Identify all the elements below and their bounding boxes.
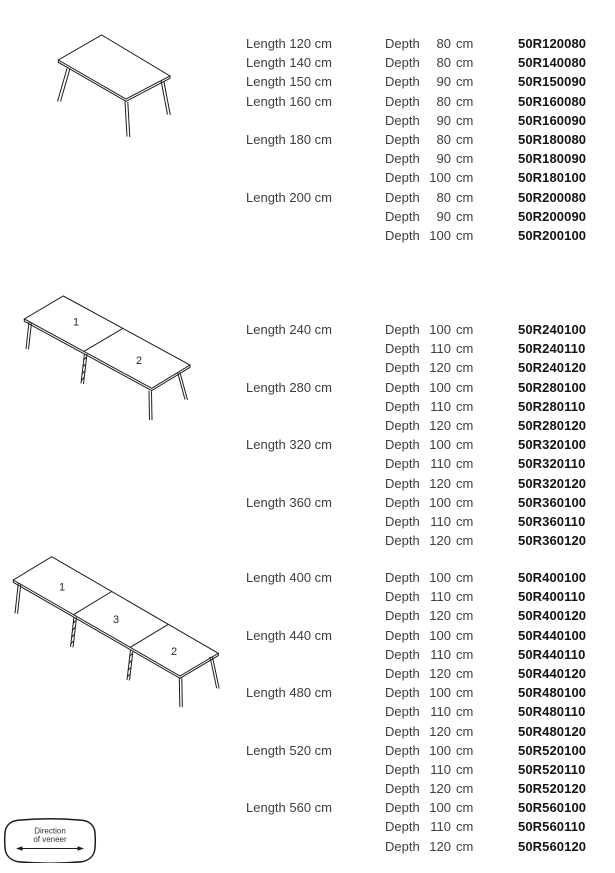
depth-unit: cm	[456, 189, 474, 205]
length-cell: Length 240 cm	[246, 322, 333, 337]
depth-unit: cm	[456, 646, 474, 662]
product-code: 50R180100	[518, 170, 587, 186]
depth-value: 100	[429, 437, 451, 453]
product-code: 50R200100	[518, 227, 587, 243]
depth-value: 80	[436, 36, 451, 51]
spec-row	[246, 397, 586, 416]
depth-unit: cm	[456, 723, 474, 739]
product-code: 50R240120	[518, 360, 587, 376]
depth-unit: cm	[456, 417, 474, 433]
depth-unit: cm	[456, 360, 474, 376]
depth-cell	[385, 34, 518, 53]
spec-row	[246, 779, 586, 798]
depth-label: Depth	[385, 189, 420, 205]
spec-row	[246, 130, 586, 149]
product-code: 50R480100	[518, 685, 587, 701]
segment-label-1: 1	[58, 581, 66, 594]
depth-cell	[385, 207, 518, 226]
depth-unit: cm	[456, 55, 474, 71]
product-code: 50R200090	[518, 208, 587, 224]
depth-unit: cm	[456, 838, 474, 854]
depth-unit: cm	[456, 341, 474, 357]
depth-label: Depth	[385, 55, 420, 71]
product-code: 50R480120	[518, 723, 587, 739]
product-code: 50R440110	[518, 646, 586, 662]
product-code: 50R280120	[518, 417, 587, 433]
length-cell: Length 140 cm	[246, 55, 333, 71]
depth-value: 100	[429, 627, 451, 643]
depth-label: Depth	[385, 685, 420, 701]
depth-value: 80	[436, 189, 451, 205]
depth-unit: cm	[456, 170, 474, 186]
depth-value: 110	[430, 589, 451, 605]
depth-label: Depth	[385, 627, 420, 643]
spec-row	[246, 339, 586, 358]
spec-row	[246, 92, 586, 111]
spec-row	[246, 587, 586, 606]
product-code: 50R400120	[518, 608, 587, 624]
spec-row	[246, 606, 586, 625]
depth-unit: cm	[456, 456, 474, 472]
depth-label: Depth	[385, 360, 420, 376]
depth-unit: cm	[456, 781, 474, 797]
depth-unit: cm	[456, 665, 474, 681]
product-code: 50R120080	[518, 36, 587, 51]
table-drawing-2-piece	[18, 292, 198, 427]
depth-cell	[385, 378, 518, 397]
depth-cell	[385, 397, 518, 416]
depth-value: 90	[436, 208, 451, 224]
length-cell: Length 360 cm	[246, 494, 333, 510]
spec-row	[246, 512, 586, 531]
depth-cell	[385, 664, 518, 683]
depth-unit: cm	[456, 494, 474, 510]
depth-label: Depth	[385, 417, 420, 433]
spec-row	[246, 168, 586, 187]
product-code: 50R180090	[518, 151, 587, 167]
spec-row	[246, 683, 586, 702]
spec-row	[246, 188, 586, 207]
product-code: 50R400100	[518, 570, 587, 585]
product-code: 50R180080	[518, 131, 587, 147]
depth-value: 120	[429, 533, 451, 549]
length-cell: Length 280 cm	[246, 379, 333, 395]
depth-label: Depth	[385, 456, 420, 472]
spec-row	[246, 702, 586, 721]
spec-row	[246, 435, 586, 454]
depth-label: Depth	[385, 838, 420, 854]
depth-label: Depth	[385, 227, 420, 243]
depth-cell	[385, 454, 518, 473]
length-cell: Length 180 cm	[246, 131, 333, 147]
depth-value: 110	[430, 398, 451, 414]
spec-row	[246, 760, 586, 779]
depth-value: 110	[430, 761, 451, 777]
product-code: 50R560110	[518, 819, 586, 835]
depth-cell	[385, 72, 518, 91]
product-code: 50R280110	[518, 398, 586, 414]
depth-unit: cm	[456, 533, 474, 549]
depth-unit: cm	[456, 74, 474, 90]
product-code: 50R150090	[518, 74, 587, 90]
spec-row	[246, 837, 586, 856]
product-code: 50R320120	[518, 475, 587, 491]
product-code: 50R360110	[518, 513, 586, 529]
depth-cell	[385, 416, 518, 435]
spec-row	[246, 626, 586, 645]
depth-label: Depth	[385, 341, 420, 357]
depth-unit: cm	[456, 819, 474, 835]
depth-value: 120	[429, 608, 451, 624]
depth-cell	[385, 188, 518, 207]
depth-unit: cm	[456, 398, 474, 414]
veneer-direction-badge	[3, 818, 97, 868]
depth-cell	[385, 149, 518, 168]
spec-row	[246, 454, 586, 473]
depth-cell	[385, 339, 518, 358]
depth-cell	[385, 531, 518, 550]
spec-row	[246, 226, 586, 245]
depth-label: Depth	[385, 475, 420, 491]
depth-cell	[385, 474, 518, 493]
length-cell: Length 200 cm	[246, 189, 333, 205]
depth-unit: cm	[456, 761, 474, 777]
depth-label: Depth	[385, 398, 420, 414]
segment-label-3: 3	[112, 614, 120, 626]
product-code: 50R360100	[518, 494, 587, 510]
product-code: 50R320110	[518, 456, 586, 472]
depth-label: Depth	[385, 589, 420, 605]
spec-row	[246, 320, 586, 339]
depth-value: 110	[430, 341, 451, 357]
length-cell: Length 120 cm	[246, 36, 333, 51]
depth-cell	[385, 130, 518, 149]
depth-value: 100	[429, 170, 451, 186]
segment-label-2: 2	[135, 355, 143, 367]
spec-row	[246, 207, 586, 226]
depth-cell	[385, 722, 518, 741]
spec-row	[246, 34, 586, 53]
depth-unit: cm	[456, 608, 474, 624]
length-cell: Length 480 cm	[246, 685, 333, 701]
depth-value: 120	[429, 360, 451, 376]
depth-value: 100	[429, 570, 451, 585]
depth-cell	[385, 702, 518, 721]
depth-value: 80	[436, 93, 451, 109]
product-code: 50R440120	[518, 665, 587, 681]
depth-cell	[385, 435, 518, 454]
depth-cell	[385, 606, 518, 625]
depth-value: 100	[429, 494, 451, 510]
depth-label: Depth	[385, 112, 420, 128]
depth-unit: cm	[456, 322, 474, 337]
depth-cell	[385, 53, 518, 72]
product-code: 50R160080	[518, 93, 587, 109]
depth-label: Depth	[385, 74, 420, 90]
spec-table-3-piece	[246, 568, 586, 856]
depth-unit: cm	[456, 475, 474, 491]
spec-row	[246, 798, 586, 817]
depth-cell	[385, 358, 518, 377]
depth-unit: cm	[456, 589, 474, 605]
depth-value: 110	[430, 646, 451, 662]
depth-value: 120	[429, 417, 451, 433]
length-cell: Length 400 cm	[246, 570, 333, 585]
product-code: 50R440100	[518, 627, 587, 643]
depth-cell	[385, 683, 518, 702]
depth-label: Depth	[385, 665, 420, 681]
depth-label: Depth	[385, 704, 420, 720]
depth-label: Depth	[385, 533, 420, 549]
product-code: 50R200080	[518, 189, 587, 205]
depth-label: Depth	[385, 819, 420, 835]
depth-cell	[385, 320, 518, 339]
depth-label: Depth	[385, 131, 420, 147]
depth-cell	[385, 645, 518, 664]
depth-label: Depth	[385, 494, 420, 510]
spec-row	[246, 722, 586, 741]
spec-row	[246, 531, 586, 550]
depth-label: Depth	[385, 800, 420, 816]
depth-value: 100	[429, 800, 451, 816]
depth-cell	[385, 92, 518, 111]
depth-cell	[385, 568, 518, 587]
product-code: 50R560100	[518, 800, 587, 816]
length-cell: Length 160 cm	[246, 93, 333, 109]
depth-cell	[385, 779, 518, 798]
segment-label-2: 2	[170, 646, 178, 658]
spec-row	[246, 474, 586, 493]
depth-label: Depth	[385, 570, 420, 585]
depth-unit: cm	[456, 742, 474, 758]
length-cell: Length 320 cm	[246, 437, 333, 453]
depth-value: 90	[436, 151, 451, 167]
spec-row	[246, 53, 586, 72]
product-code: 50R240110	[518, 341, 586, 357]
depth-label: Depth	[385, 723, 420, 739]
depth-value: 110	[430, 819, 451, 835]
length-cell: Length 440 cm	[246, 627, 333, 643]
depth-cell	[385, 837, 518, 856]
depth-value: 90	[436, 74, 451, 90]
spec-row	[246, 416, 586, 435]
depth-value: 80	[436, 55, 451, 71]
depth-value: 100	[429, 322, 451, 337]
spec-row	[246, 111, 586, 130]
depth-cell	[385, 798, 518, 817]
segment-label-1: 1	[72, 316, 80, 329]
length-cell: Length 560 cm	[246, 800, 333, 816]
depth-label: Depth	[385, 742, 420, 758]
depth-unit: cm	[456, 112, 474, 128]
depth-label: Depth	[385, 781, 420, 797]
depth-cell	[385, 168, 518, 187]
depth-unit: cm	[456, 627, 474, 643]
product-code: 50R320100	[518, 437, 587, 453]
depth-label: Depth	[385, 761, 420, 777]
depth-cell	[385, 587, 518, 606]
depth-value: 110	[430, 513, 451, 529]
veneer-text-line2: of veneer	[33, 835, 67, 844]
depth-cell	[385, 493, 518, 512]
depth-value: 80	[436, 131, 451, 147]
depth-value: 120	[429, 723, 451, 739]
product-code: 50R480110	[518, 704, 586, 720]
depth-value: 100	[429, 742, 451, 758]
product-code: 50R240100	[518, 322, 587, 337]
depth-cell	[385, 111, 518, 130]
depth-unit: cm	[456, 227, 474, 243]
spec-row	[246, 72, 586, 91]
depth-label: Depth	[385, 93, 420, 109]
depth-value: 110	[430, 456, 451, 472]
spec-row	[246, 378, 586, 397]
depth-unit: cm	[456, 151, 474, 167]
depth-value: 100	[429, 379, 451, 395]
depth-cell	[385, 817, 518, 836]
product-code: 50R520100	[518, 742, 587, 758]
depth-cell	[385, 741, 518, 760]
depth-cell	[385, 512, 518, 531]
depth-unit: cm	[456, 93, 474, 109]
length-cell: Length 150 cm	[246, 74, 333, 90]
depth-value: 110	[430, 704, 451, 720]
depth-label: Depth	[385, 513, 420, 529]
spec-row	[246, 493, 586, 512]
product-code: 50R400110	[518, 589, 586, 605]
table-drawing-3-piece	[8, 552, 223, 712]
depth-unit: cm	[456, 513, 474, 529]
spec-table-2-piece	[246, 320, 586, 550]
depth-unit: cm	[456, 131, 474, 147]
product-code: 50R360120	[518, 533, 587, 549]
product-code: 50R520110	[518, 761, 586, 777]
depth-value: 120	[429, 665, 451, 681]
spec-row	[246, 664, 586, 683]
tabletop-2	[24, 296, 190, 388]
spec-row	[246, 645, 586, 664]
product-code: 50R140080	[518, 55, 587, 71]
depth-value: 100	[429, 685, 451, 701]
length-cell: Length 520 cm	[246, 742, 333, 758]
depth-label: Depth	[385, 36, 420, 51]
depth-label: Depth	[385, 608, 420, 624]
tabletop-1	[58, 35, 170, 99]
depth-label: Depth	[385, 322, 420, 337]
spec-table-1-piece	[246, 34, 586, 245]
spec-row	[246, 568, 586, 587]
depth-value: 90	[436, 112, 451, 128]
product-code: 50R560120	[518, 838, 587, 854]
product-code: 50R280100	[518, 379, 587, 395]
depth-unit: cm	[456, 36, 474, 51]
depth-label: Depth	[385, 379, 420, 395]
depth-label: Depth	[385, 170, 420, 186]
spec-row	[246, 149, 586, 168]
depth-unit: cm	[456, 704, 474, 720]
spec-row	[246, 817, 586, 836]
depth-cell	[385, 760, 518, 779]
spec-row	[246, 741, 586, 760]
veneer-text-line1: Direction	[34, 826, 66, 836]
depth-cell	[385, 626, 518, 645]
depth-cell	[385, 226, 518, 245]
depth-label: Depth	[385, 646, 420, 662]
product-code: 50R160090	[518, 112, 587, 128]
depth-unit: cm	[456, 570, 474, 585]
depth-value: 120	[429, 838, 451, 854]
depth-label: Depth	[385, 151, 420, 167]
depth-value: 120	[429, 475, 451, 491]
table-drawing-1-piece	[50, 32, 175, 142]
product-code: 50R520120	[518, 781, 587, 797]
depth-unit: cm	[456, 685, 474, 701]
depth-label: Depth	[385, 437, 420, 453]
spec-row	[246, 358, 586, 377]
depth-unit: cm	[456, 379, 474, 395]
depth-value: 120	[429, 781, 451, 797]
depth-label: Depth	[385, 208, 420, 224]
depth-unit: cm	[456, 437, 474, 453]
depth-unit: cm	[456, 208, 474, 224]
depth-unit: cm	[456, 800, 474, 816]
depth-value: 100	[429, 227, 451, 243]
